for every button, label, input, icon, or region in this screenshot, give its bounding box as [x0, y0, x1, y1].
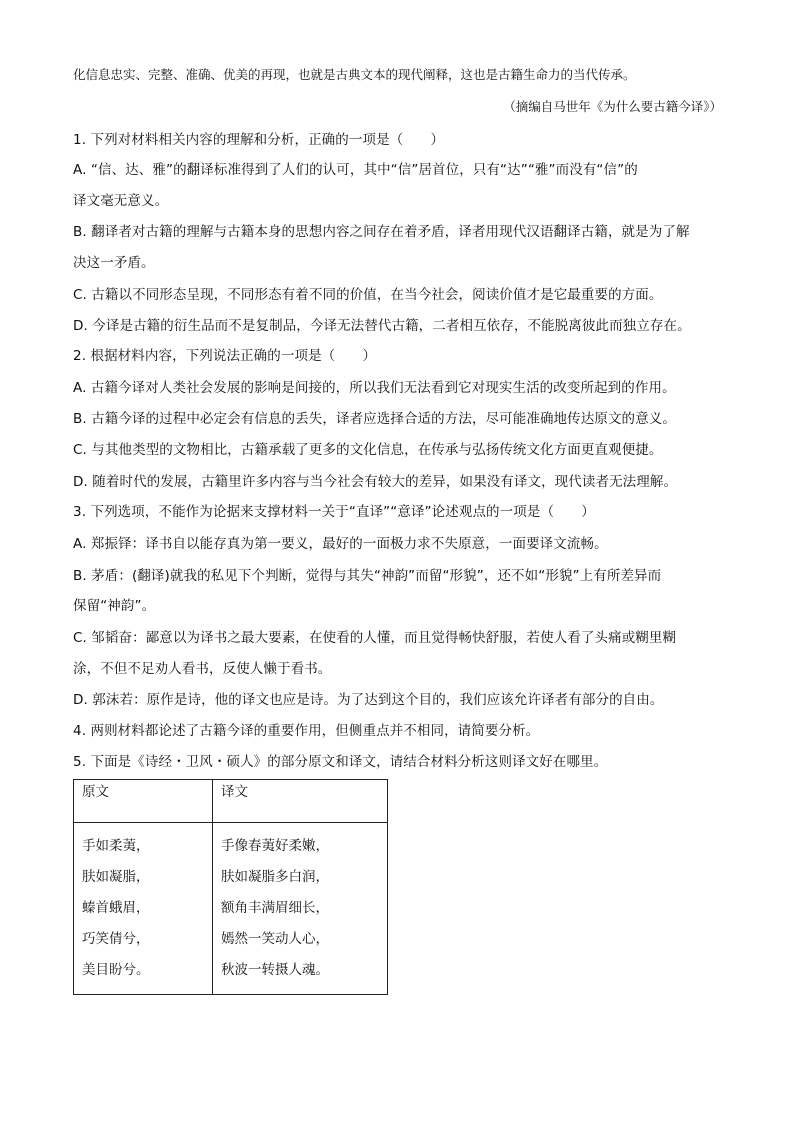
question-1-stem: 1. 下列对材料相关内容的理解和分析，正确的一项是（ ）	[73, 132, 445, 148]
original-line: 螓首蛾眉，	[82, 900, 150, 916]
question-1-option-a-cont: 译文毫无意义。	[73, 193, 169, 209]
header-translation: 译文	[213, 780, 388, 823]
poem-table-body-row	[74, 823, 388, 995]
original-line: 美目盼兮。	[82, 962, 150, 978]
question-3-option-a: A. 郑振铎：译书自以能存真为第一要义，最好的一面极力求不失原意，一面要译文流畅。	[73, 536, 608, 552]
question-1-option-b-cont: 决这一矛盾。	[73, 255, 155, 271]
translation-line: 额角丰满眉细长，	[221, 900, 329, 916]
question-3-stem: 3. 下列选项，不能作为论据来支撑材料一关于“直译”“意译”论述观点的一项是（ ）	[73, 504, 595, 520]
question-4-stem: 4. 两则材料都论述了古籍今译的重要作用，但侧重点并不相同，请简要分析。	[73, 723, 540, 739]
question-3-option-d: D. 郭沫若：原作是诗，他的译文也应是诗。为了达到这个目的，我们应该允许译者有部分的自由。	[73, 692, 664, 708]
question-2-option-b: B. 古籍今译的过程中必定会有信息的丢失，译者应选择合适的方法，尽可能准确地传达原文的意义。	[73, 411, 676, 427]
question-3-option-c-cont: 涂，不但不足劝人看书，反使人懒于看书。	[73, 661, 332, 677]
translation-text-cell	[213, 823, 388, 995]
poem-table	[73, 779, 388, 995]
translation-line: 秋波一转摄人魂。	[221, 962, 329, 978]
original-line: 巧笑倩兮，	[82, 931, 150, 947]
question-3-option-b: B. 茅盾：(翻译)就我的私见下个判断，觉得与其失“神韵”而留“形貌”，还不如“形貌”上有所差异而	[73, 568, 662, 584]
question-3-option-b-cont: 保留“神韵”。	[73, 598, 156, 614]
translation-line: 手像春荑好柔嫩，	[221, 838, 329, 854]
original-text-cell	[74, 823, 213, 995]
question-2-option-c: C. 与其他类型的文物相比，古籍承载了更多的文化信息，在传承与弘扬传统文化方面更直观便捷。	[73, 442, 663, 458]
intro-paragraph: 化信息忠实、完整、准确、优美的再现，也就是古典文本的现代阐释，这也是古籍生命力的当代传承。	[73, 67, 636, 82]
original-line: 手如柔荑，	[82, 838, 150, 854]
header-original: 原文	[74, 780, 213, 823]
question-2-stem: 2. 根据材料内容，下列说法正确的一项是（ ）	[73, 348, 377, 364]
translation-line: 嫣然一笑动人心，	[221, 931, 329, 947]
question-5-stem: 5. 下面是《诗经・卫风・硕人》的部分原文和译文，请结合材料分析这则译文好在哪里。	[73, 754, 608, 770]
poem-table-header-row	[74, 780, 388, 823]
question-1-option-a: A. “信、达、雅”的翻译标准得到了人们的认可，其中“信”居首位，只有“达”“雅”而没有“信”的	[73, 162, 638, 178]
question-2-option-d: D. 随着时代的发展，古籍里许多内容与当今社会有较大的差异，如果没有译文，现代读者无法理解。	[73, 474, 678, 490]
question-1-option-c: C. 古籍以不同形态呈现，不同形态有着不同的价值，在当今社会，阅读价值才是它最重要的方面。	[73, 287, 663, 303]
question-2-option-a: A. 古籍今译对人类社会发展的影响是间接的，所以我们无法看到它对现实生活的改变所起到的作用。	[73, 380, 676, 396]
translation-line: 肤如凝脂多白润，	[221, 869, 329, 885]
question-3-option-c: C. 邹韬奋：鄙意以为译书之最大要素，在使看的人懂，而且觉得畅快舒服，若使人看了头痛或糊里糊	[73, 630, 677, 646]
original-line: 肤如凝脂，	[82, 869, 150, 885]
question-1-option-b: B. 翻译者对古籍的理解与古籍本身的思想内容之间存在着矛盾，译者用现代汉语翻译古籍，就是为了解	[73, 224, 690, 240]
source-citation: （摘编自马世年《为什么要古籍今译》）	[503, 99, 722, 114]
question-1-option-d: D. 今译是古籍的衍生品而不是复制品，今译无法替代古籍，二者相互依存，不能脱离彼此而独立存在。	[73, 318, 691, 334]
